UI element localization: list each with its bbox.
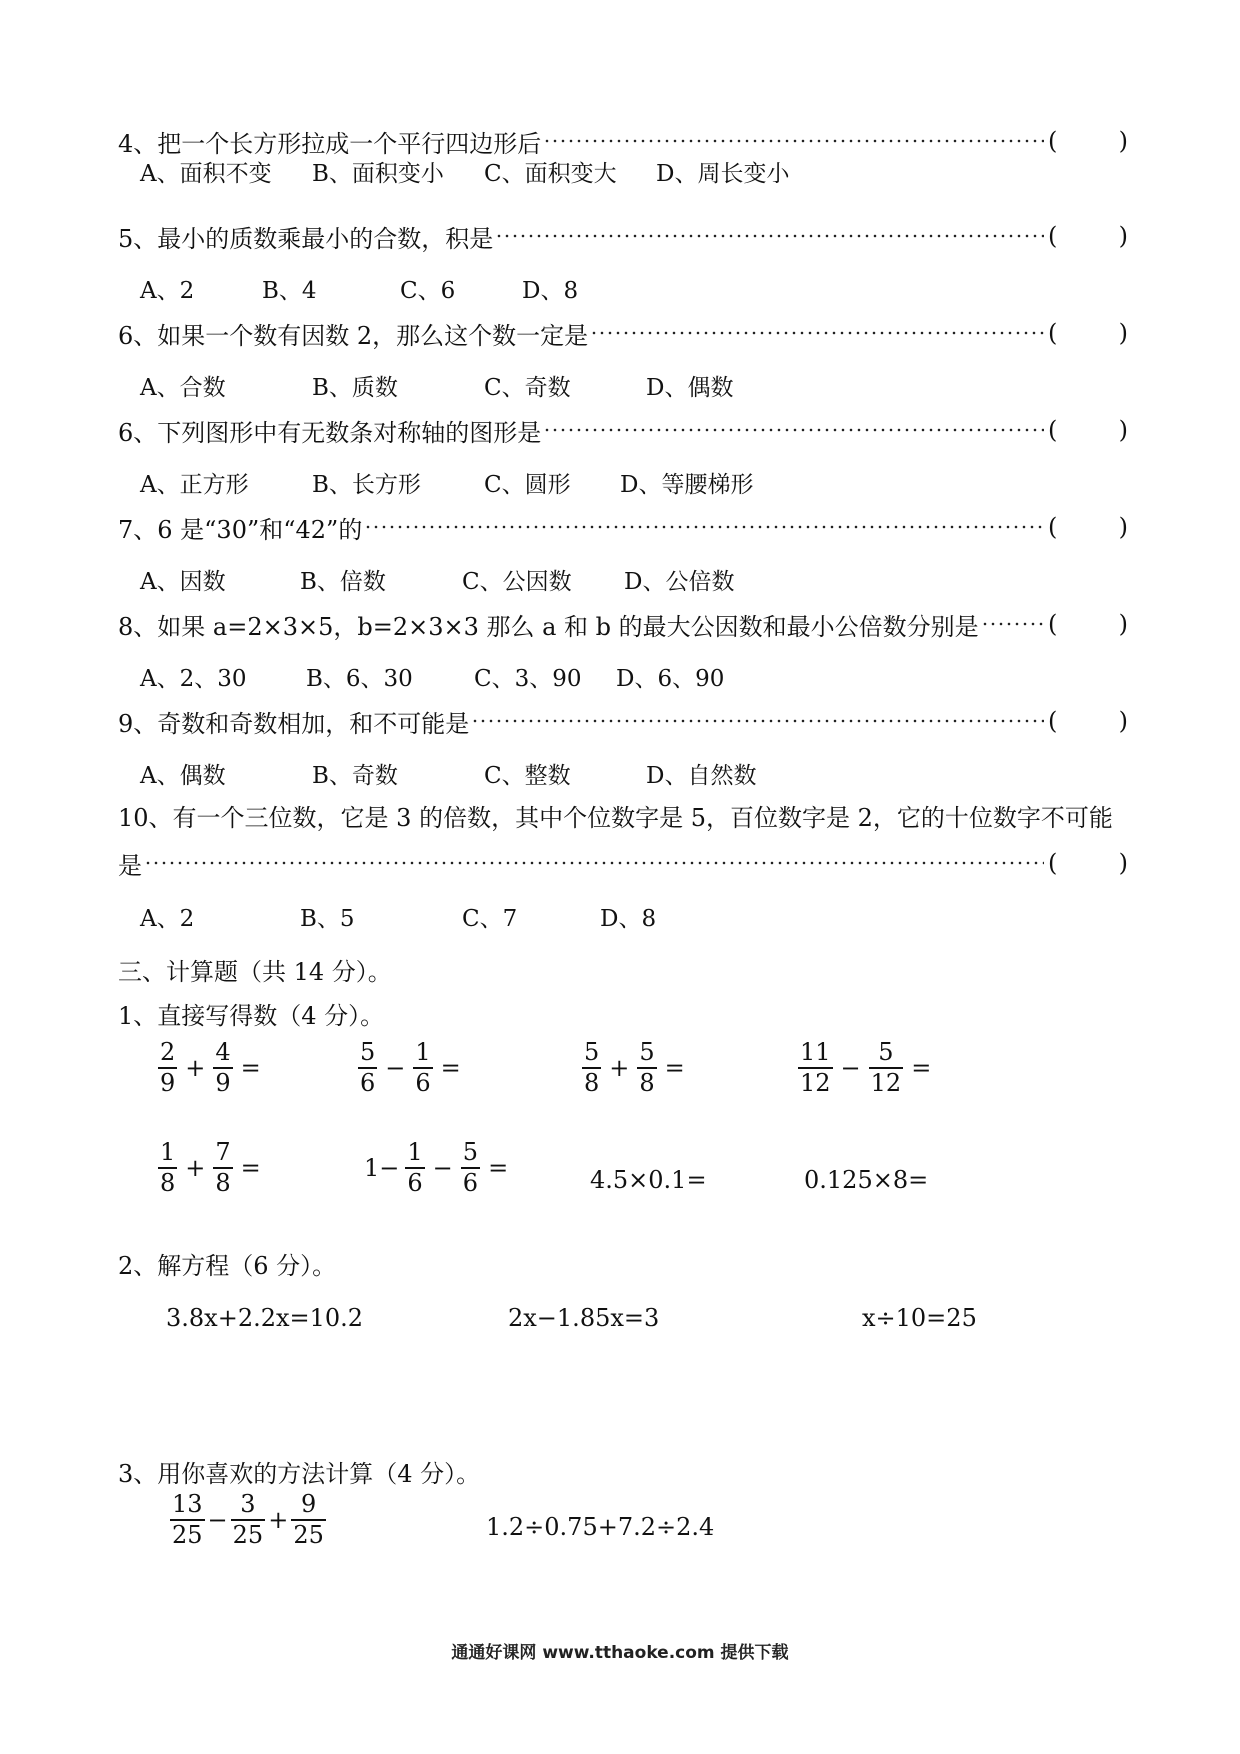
fraction: $\frac{5}{8}$ [639, 1038, 655, 1098]
answer-blank[interactable]: ( ) [1048, 416, 1128, 444]
calc-item-8: 0.125×8= [804, 1166, 929, 1194]
dot-leader [471, 718, 1044, 724]
option-a[interactable]: A、2、30 [140, 666, 247, 692]
calc-item-3: $\frac{5}{8}$ + $\frac{5}{8}$ = [584, 1038, 685, 1098]
equation-2: 2x−1.85x=3 [508, 1304, 660, 1332]
fraction: $\frac{13}{25}$ [172, 1490, 203, 1550]
answer-blank[interactable]: ( ) [1048, 513, 1128, 541]
fraction: $\frac{5}{6}$ [360, 1038, 376, 1098]
fraction: $\frac{1}{6}$ [407, 1138, 423, 1198]
option-a[interactable]: A、正方形 [140, 472, 249, 498]
answer-blank[interactable]: ( ) [1048, 707, 1128, 735]
mixed-calc-2: 1.2÷0.75+7.2÷2.4 [486, 1513, 715, 1541]
option-b[interactable]: B、长方形 [312, 472, 421, 498]
question-stem: 8、如果 a=2×3×5，b=2×3×3 那么 a 和 b 的最大公因数和最小公倍数分别是 [118, 612, 979, 641]
question-7 [118, 507, 1128, 547]
answer-blank[interactable]: ( ) [1048, 849, 1128, 877]
option-d[interactable]: D、偶数 [646, 375, 734, 401]
option-b[interactable]: B、奇数 [312, 763, 398, 789]
question-stem: 4、把一个长方形拉成一个平行四边形后 [118, 129, 542, 158]
dot-leader [495, 233, 1044, 239]
option-a[interactable]: A、面积不变 [140, 161, 272, 187]
mixed-calc-1: $\frac{13}{25}$ − $\frac{3}{25}$ + $\frac{9}{25}$ [172, 1490, 324, 1550]
option-a[interactable]: A、偶数 [140, 763, 226, 789]
section-title: 三、计算题（共 14 分）。 [118, 958, 392, 986]
option-a[interactable]: A、2 [140, 906, 195, 932]
answer-blank[interactable]: ( ) [1048, 610, 1128, 638]
option-b[interactable]: B、6、30 [306, 666, 413, 692]
option-d[interactable]: D、6、90 [616, 666, 725, 692]
option-b[interactable]: B、5 [300, 906, 355, 932]
calc-item-5: $\frac{1}{8}$ + $\frac{7}{8}$ = [160, 1138, 261, 1198]
fraction: $\frac{11}{12}$ [800, 1038, 831, 1098]
option-a[interactable]: A、2 [140, 278, 195, 304]
option-d[interactable]: D、公倍数 [624, 569, 735, 595]
fraction: $\frac{5}{12}$ [870, 1038, 902, 1098]
question-9 [118, 701, 1128, 741]
option-d[interactable]: D、8 [522, 278, 579, 304]
dot-leader [543, 427, 1044, 433]
option-c[interactable]: C、6 [400, 278, 456, 304]
calc-item-6: 1− $\frac{1}{6}$ − $\frac{5}{6}$ = [364, 1138, 509, 1198]
option-a[interactable]: A、因数 [140, 569, 226, 595]
answer-blank[interactable]: ( ) [1048, 222, 1128, 250]
question-10 [118, 798, 1128, 888]
option-b[interactable]: B、倍数 [300, 569, 386, 595]
part3-title: 3、用你喜欢的方法计算（4 分）。 [118, 1460, 481, 1488]
question-6a [118, 313, 1128, 353]
dot-leader [364, 524, 1044, 530]
option-c[interactable]: C、圆形 [484, 472, 571, 498]
dot-leader [144, 860, 1044, 866]
calc-item-4: $\frac{11}{12}$ − $\frac{5}{12}$ = [800, 1038, 932, 1098]
question-stem: 5、最小的质数乘最小的合数，积是 [118, 224, 494, 253]
question-stem: 7、6 是“30”和“42”的 [118, 515, 363, 544]
answer-blank[interactable]: ( ) [1048, 127, 1128, 155]
calc-item-7: 4.5×0.1= [590, 1166, 707, 1194]
fraction: $\frac{9}{25}$ [293, 1490, 324, 1550]
dot-leader [543, 138, 1044, 144]
fraction: $\frac{5}{8}$ [584, 1038, 600, 1098]
option-d[interactable]: D、8 [600, 906, 657, 932]
footer-credit: 通通好课网 www.tthaoke.com 提供下载 [451, 1643, 789, 1663]
dot-leader [590, 330, 1044, 336]
answer-blank[interactable]: ( ) [1048, 319, 1128, 347]
fraction: $\frac{1}{8}$ [160, 1138, 176, 1198]
equation-3: x÷10=25 [862, 1304, 977, 1332]
option-d[interactable]: D、等腰梯形 [620, 472, 754, 498]
option-c[interactable]: C、7 [462, 906, 518, 932]
fraction: $\frac{5}{6}$ [462, 1138, 479, 1198]
fraction: $\frac{1}{6}$ [415, 1038, 431, 1098]
dot-leader [981, 621, 1044, 627]
question-stem: 6、下列图形中有无数条对称轴的图形是 [118, 418, 542, 447]
option-a[interactable]: A、合数 [140, 375, 226, 401]
part2-title: 2、解方程（6 分）。 [118, 1252, 337, 1280]
calc-item-2: $\frac{5}{6}$ − $\frac{1}{6}$ = [360, 1038, 461, 1098]
part1-title: 1、直接写得数（4 分）。 [118, 1002, 385, 1030]
question-stem: 9、奇数和奇数相加，和不可能是 [118, 709, 470, 738]
fraction: $\frac{3}{25}$ [232, 1490, 264, 1550]
option-d[interactable]: D、自然数 [646, 763, 757, 789]
equation-1: 3.8x+2.2x=10.2 [166, 1304, 364, 1332]
calc-item-1: $\frac{2}{9}$ + $\frac{4}{9}$ = [160, 1038, 261, 1098]
option-b[interactable]: B、面积变小 [312, 161, 444, 187]
question-6b [118, 410, 1128, 450]
question-5 [118, 216, 1128, 256]
option-b[interactable]: B、4 [262, 278, 317, 304]
fraction: $\frac{7}{8}$ [215, 1138, 231, 1198]
option-c[interactable]: C、整数 [484, 763, 571, 789]
option-b[interactable]: B、质数 [312, 375, 398, 401]
option-c[interactable]: C、3、90 [474, 666, 582, 692]
option-c[interactable]: C、奇数 [484, 375, 571, 401]
fraction: $\frac{4}{9}$ [215, 1038, 231, 1098]
option-c[interactable]: C、公因数 [462, 569, 572, 595]
question-stem: 10、有一个三位数，它是 3 的倍数，其中个位数字是 5，百位数字是 2，它的十位数字不可能 [118, 804, 1113, 832]
question-8 [118, 604, 1128, 644]
question-stem-continued: 是 ( ) [118, 849, 1128, 880]
option-d[interactable]: D、周长变小 [656, 161, 790, 187]
question-stem: 6、如果一个数有因数 2，那么这个数一定是 [118, 321, 589, 350]
fraction: $\frac{2}{9}$ [160, 1038, 176, 1098]
option-c[interactable]: C、面积变大 [484, 161, 617, 187]
